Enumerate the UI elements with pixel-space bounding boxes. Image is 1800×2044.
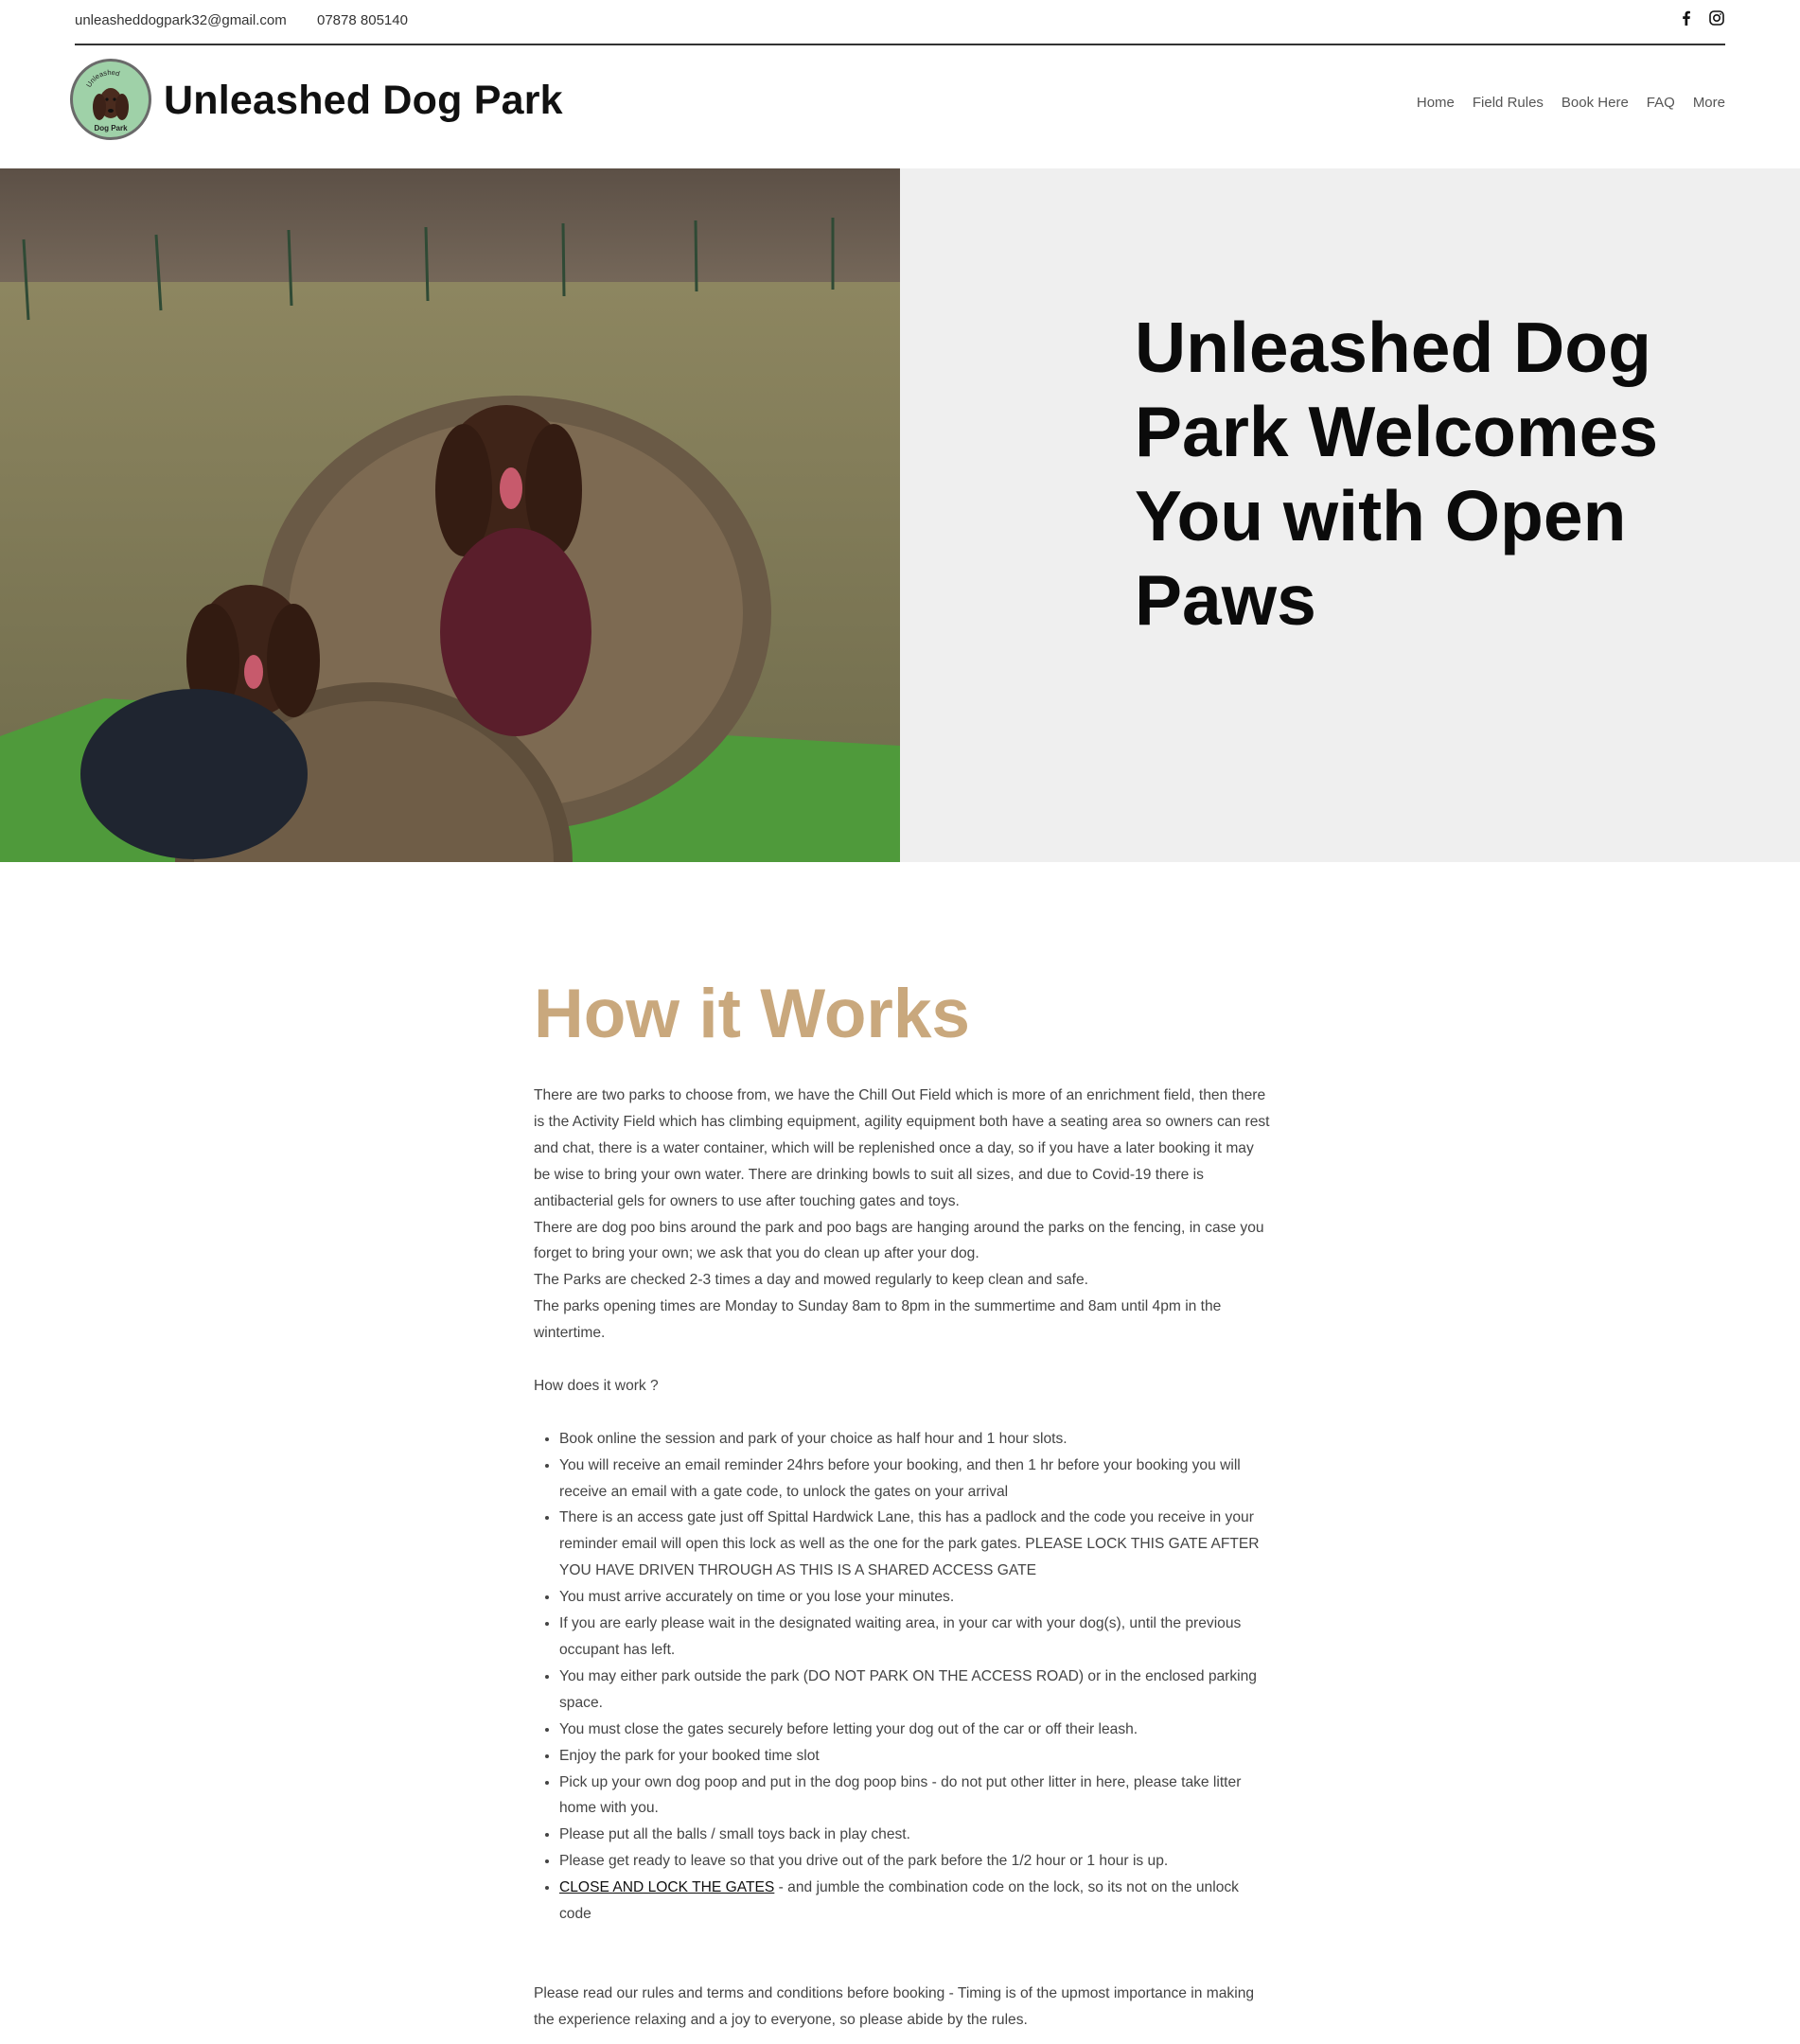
intro-paragraph: The parks opening times are Monday to Sunday 8am to 8pm in the summertime and 8am until 4pm in the wintertime. bbox=[534, 1298, 1222, 1342]
list-item: • Please put all the balls / small toys back in play chest. bbox=[559, 1822, 1272, 1848]
facebook-icon[interactable] bbox=[1678, 9, 1695, 26]
list-item: • Please get ready to leave so that you drive out of the park before the 1/2 hour or 1 hour is up. bbox=[559, 1848, 1272, 1875]
contact-phone[interactable]: 07878 805140 bbox=[317, 12, 408, 28]
list-item: • Pick up your own dog poop and put in the dog poop bins - do not put other litter in here, please take litter home with you. bbox=[559, 1770, 1272, 1823]
intro-paragraph: The Parks are checked 2-3 times a day and mowed regularly to keep clean and safe. bbox=[534, 1272, 1088, 1289]
how-it-works-content bbox=[534, 1083, 1272, 2034]
list-item: • You must close the gates securely before letting your dog out of the car or off their leash. bbox=[559, 1717, 1272, 1743]
list-item: • Book online the session and park of your choice as half hour and 1 hour slots. bbox=[559, 1426, 1272, 1453]
top-bar bbox=[75, 0, 1725, 45]
social-links bbox=[1678, 9, 1725, 26]
contact-email[interactable]: unleasheddogpark32@gmail.com bbox=[75, 12, 287, 28]
list-item: • You may either park outside the park (DO NOT PARK ON THE ACCESS ROAD) or in the enclosed parking space. bbox=[559, 1664, 1272, 1717]
list-item: • There is an access gate just off Spittal Hardwick Lane, this has a padlock and the code you receive in your reminder email will open this lock as well as the one for the park gates. PLEASE LOCK THIS GATE AFTER YOU HAVE DRIVEN THROUGH AS THIS IS A SHARED ACCESS GATE bbox=[559, 1505, 1272, 1584]
hero-title: Unleashed Dog Park Welcomes You with Open Paws bbox=[1135, 308, 1659, 640]
nav-book-here[interactable]: Book Here bbox=[1561, 95, 1629, 111]
how-does-it-work-question: How does it work ? bbox=[534, 1377, 659, 1394]
closing-paragraph: Please read our rules and terms and conditions before booking - Timing is of the upmost importance in making the experience relaxing and a joy to everyone, so please abide by the rules. bbox=[534, 1984, 1255, 2028]
how-it-works-title: How it Works bbox=[534, 976, 971, 1052]
list-item: • You must arrive accurately on time or you lose your minutes. bbox=[559, 1584, 1272, 1611]
nav-home[interactable]: Home bbox=[1416, 95, 1455, 111]
logo-text-bottom: Dog Park bbox=[94, 124, 128, 132]
site-header bbox=[0, 45, 1800, 168]
close-lock-gates-emphasis: CLOSE AND LOCK THE GATES bbox=[559, 1879, 775, 1896]
logo-text-top: Unleashed bbox=[84, 67, 121, 89]
site-logo[interactable] bbox=[70, 59, 151, 140]
hero-photo bbox=[0, 168, 900, 862]
hero-panel bbox=[900, 168, 1800, 862]
intro-paragraph: There are dog poo bins around the park and poo bags are hanging around the parks on the fencing, in case you forget to bring your own; we ask that you do clean up after your dog. bbox=[534, 1219, 1264, 1262]
intro-paragraph: There are two parks to choose from, we have the Chill Out Field which is more of an enrichment field, then there is the Activity Field which has climbing equipment, agility equipment both have a seating area so owners can rest and chat, there is a water container, which will be replenished once a day, so if you have a later booking it may be wise to bring your own water. There are drinking bowls to suit all sizes, and due to Covid-19 there is antibacterial gels for owners to use after touching gates and toys. bbox=[534, 1087, 1270, 1209]
list-item-last bbox=[559, 1875, 1272, 1928]
nav-faq[interactable]: FAQ bbox=[1646, 95, 1675, 111]
steps-list bbox=[534, 1426, 1272, 1928]
last-step-text: - and jumble the combination code on the lock, so its not on the unlock code bbox=[559, 1879, 1239, 1923]
list-item: • If you are early please wait in the designated waiting area, in your car with your dog(s), until the previous occupant has left. bbox=[559, 1611, 1272, 1664]
svg-text:Unleashed bbox=[84, 68, 120, 89]
nav-more[interactable]: More bbox=[1692, 95, 1725, 111]
nav-field-rules[interactable]: Field Rules bbox=[1472, 95, 1544, 111]
list-item: • You will receive an email reminder 24hrs before your booking, and then 1 hr before your booking you will receive an email with a gate code, to unlock the gates on your arrival bbox=[559, 1453, 1272, 1506]
site-title[interactable]: Unleashed Dog Park bbox=[164, 78, 563, 123]
main-nav bbox=[1399, 95, 1725, 111]
instagram-icon[interactable] bbox=[1708, 9, 1725, 26]
list-item: • Enjoy the park for your booked time slot bbox=[559, 1743, 1272, 1770]
